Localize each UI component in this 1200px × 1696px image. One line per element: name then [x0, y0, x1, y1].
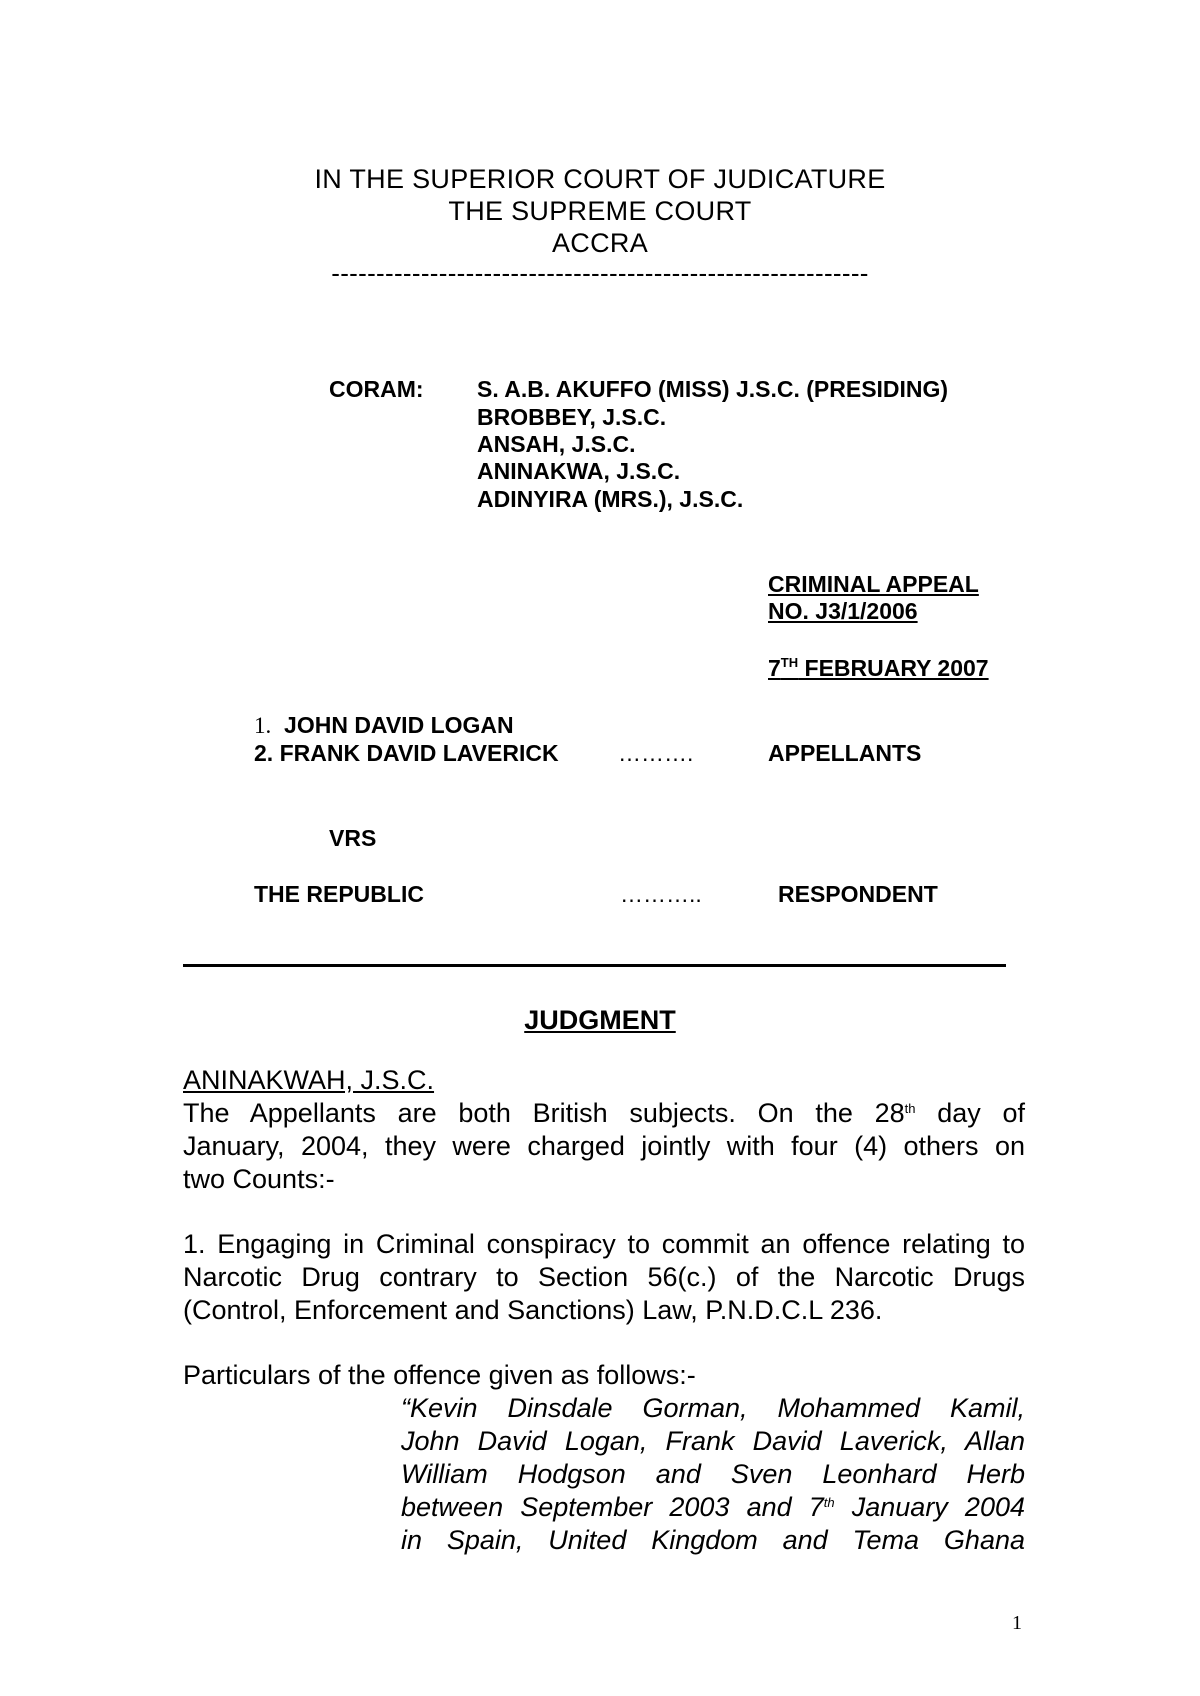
- versus-label: VRS: [329, 825, 377, 851]
- respondent-name: THE REPUBLIC: [254, 881, 424, 907]
- page-number: 1: [1012, 1612, 1022, 1634]
- count-1-line: 1. Engaging in Criminal conspiracy to commit an offence relating to: [183, 1229, 1025, 1259]
- court-title: IN THE SUPERIOR COURT OF JUDICATURE: [314, 164, 886, 194]
- date-day: 7: [768, 655, 781, 681]
- para1-text-a: The Appellants are both British subjects. On the 28: [183, 1098, 905, 1128]
- appellant-leader-dots: ……….: [618, 740, 694, 766]
- coram-judge: ANINAKWA, J.S.C.: [477, 458, 681, 484]
- paragraph-line: two Counts:-: [183, 1164, 335, 1194]
- coram-label: CORAM:: [329, 376, 424, 402]
- appellants-role: APPELLANTS: [768, 740, 922, 766]
- para1-superscript: th: [904, 1101, 916, 1116]
- appeal-number: NO. J3/1/2006: [768, 598, 918, 624]
- quoted-particulars-line: in Spain, United Kingdom and Tema Ghana: [401, 1525, 1025, 1555]
- particulars-intro: Particulars of the offence given as follows:-: [183, 1360, 696, 1390]
- judgment-heading: JUDGMENT: [524, 1005, 676, 1035]
- date-suffix: TH: [780, 655, 799, 670]
- appellant-2: 2. FRANK DAVID LAVERICK: [254, 740, 559, 766]
- quote-superscript: th: [823, 1495, 835, 1510]
- header-dash-divider: ------------------------------------------------------------: [331, 258, 869, 288]
- quoted-particulars-line: “Kevin Dinsdale Gorman, Mohammed Kamil,: [401, 1393, 1025, 1423]
- date-month-year: FEBRUARY 2007: [798, 655, 989, 681]
- count-1-line: (Control, Enforcement and Sanctions) Law, P.N.D.C.L 236.: [183, 1295, 883, 1325]
- judgment-author: ANINAKWAH, J.S.C.: [183, 1065, 435, 1095]
- coram-judge: ADINYIRA (MRS.), J.S.C.: [477, 486, 744, 512]
- quote-text-b: January 2004: [834, 1492, 1025, 1522]
- quoted-particulars-line: [401, 1491, 1025, 1524]
- quoted-particulars-line: John David Logan, Frank David Laverick, Allan: [401, 1426, 1025, 1456]
- coram-judge: BROBBEY, J.S.C.: [477, 404, 667, 430]
- count-1-line: Narcotic Drug contrary to Section 56(c.) of the Narcotic Drugs: [183, 1262, 1025, 1292]
- appellant-1-name: JOHN DAVID LOGAN: [284, 712, 514, 738]
- appeal-type: CRIMINAL APPEAL: [768, 571, 979, 597]
- appellant-1: [254, 712, 514, 739]
- respondent-role: RESPONDENT: [778, 881, 938, 907]
- paragraph-line: January, 2004, they were charged jointly with four (4) others on: [183, 1131, 1025, 1161]
- court-subtitle: THE SUPREME COURT: [448, 196, 752, 226]
- coram-judge: ANSAH, J.S.C.: [477, 431, 636, 457]
- appellant-1-number: 1.: [254, 713, 272, 738]
- paragraph-line: [183, 1097, 1025, 1130]
- quoted-particulars-line: William Hodgson and Sven Leonhard Herb: [401, 1459, 1025, 1489]
- judgment-date: [768, 655, 989, 682]
- coram-judge: S. A.B. AKUFFO (MISS) J.S.C. (PRESIDING): [477, 376, 949, 402]
- court-location: ACCRA: [551, 228, 648, 258]
- quote-text-a: between September 2003 and 7: [401, 1492, 824, 1522]
- para1-text-b: day of: [915, 1098, 1025, 1128]
- respondent-leader-dots: ………..: [620, 881, 702, 907]
- section-divider: [183, 964, 1006, 967]
